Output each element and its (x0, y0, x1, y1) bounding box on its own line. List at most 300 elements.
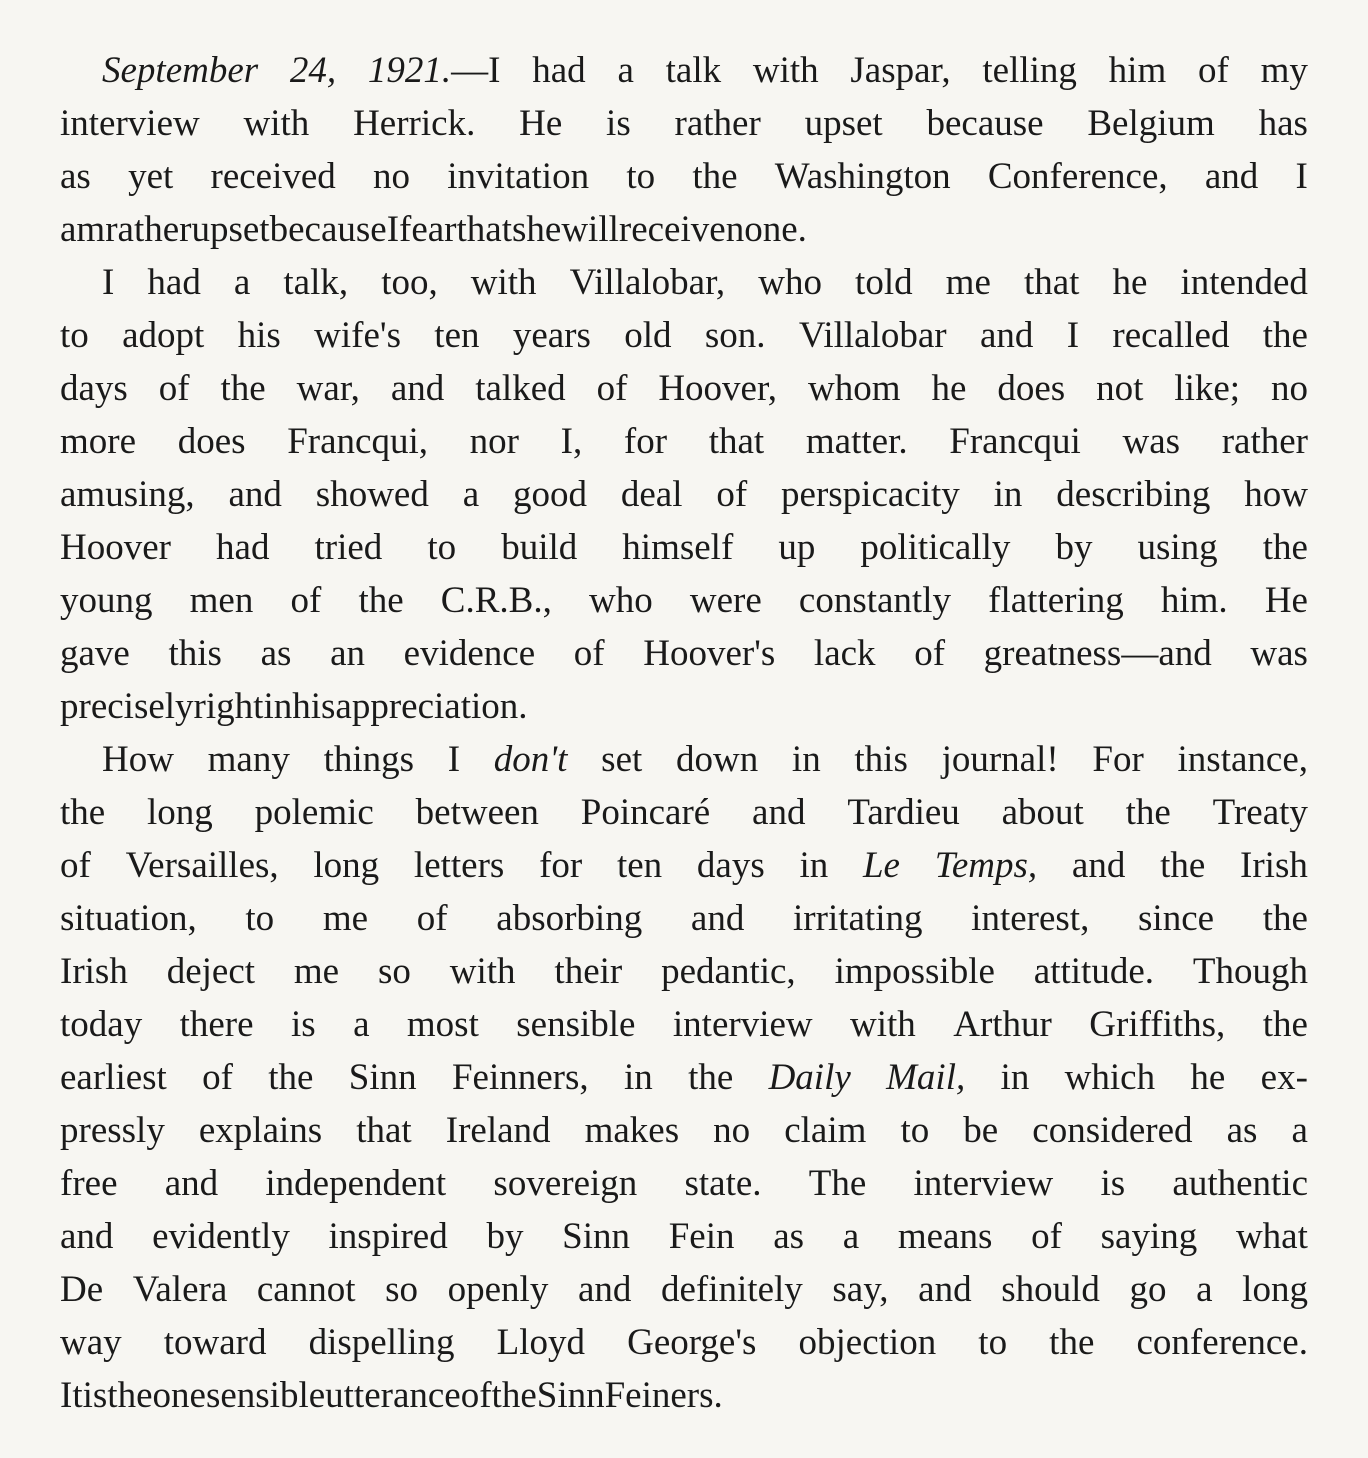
word: and (918, 1269, 972, 1310)
word: so (385, 1269, 419, 1310)
word: for (539, 845, 583, 886)
word: to (626, 156, 656, 197)
word: How (102, 739, 174, 780)
word: Francqui (949, 421, 1081, 462)
word: showed (315, 474, 429, 515)
word: interest, (971, 898, 1090, 939)
word: he (1190, 1057, 1226, 1098)
word: The (808, 1163, 867, 1204)
word: had (216, 527, 270, 568)
text-line (60, 786, 1308, 839)
word: way (60, 1322, 122, 1363)
word: Villalobar (798, 315, 947, 356)
word: journal! (941, 739, 1059, 780)
word: he (931, 368, 967, 409)
word: fear (399, 209, 457, 250)
word: using (1137, 527, 1218, 568)
word: receive (618, 209, 726, 250)
word: and (390, 368, 445, 409)
word: by (1055, 527, 1093, 568)
word: him. (1160, 580, 1228, 621)
word: definitely (660, 1269, 803, 1310)
word: dispelling (308, 1322, 455, 1363)
word: Le (862, 845, 900, 886)
word: his (237, 315, 281, 356)
word: the (1262, 315, 1308, 356)
word: sensible (516, 1004, 636, 1045)
word: interview (60, 103, 200, 144)
word: constantly (798, 580, 951, 621)
word: by (486, 1216, 524, 1257)
word: that (1023, 262, 1080, 303)
text-line (60, 1316, 1308, 1369)
word: Conference, (987, 156, 1168, 197)
word: toward (163, 1322, 267, 1363)
word: rather (105, 209, 192, 250)
word: gave (60, 633, 130, 674)
word: pressly (60, 1110, 165, 1151)
word: of (914, 633, 946, 674)
word: Fein (668, 1216, 735, 1257)
word: Villalobar, (569, 262, 726, 303)
word: of (460, 1375, 492, 1416)
word: most (406, 1004, 479, 1045)
word: of (716, 474, 748, 515)
word: so (377, 951, 411, 992)
word: openly (447, 1269, 549, 1310)
word: the (688, 1057, 734, 1098)
word: in (623, 1057, 653, 1098)
word: to (900, 1110, 930, 1151)
word: appreciation. (335, 686, 528, 727)
paragraph-2 (60, 256, 1308, 733)
word: men (189, 580, 254, 621)
word: as (60, 156, 91, 197)
word: whom (808, 368, 901, 409)
word: she (512, 209, 562, 250)
word: and (1204, 156, 1259, 197)
word: days (60, 368, 128, 409)
word: polemic (254, 792, 374, 833)
word: Lloyd (496, 1322, 586, 1363)
word: things (323, 739, 415, 780)
word: between (415, 792, 539, 833)
word: in (791, 739, 821, 780)
word: and (1071, 845, 1126, 886)
word: no (373, 156, 411, 197)
word: Feiners. (604, 1375, 723, 1416)
word: evidently (152, 1216, 290, 1257)
word: with (243, 103, 310, 144)
word: of (416, 898, 448, 939)
word: ex- (1260, 1057, 1308, 1098)
word: to (978, 1322, 1008, 1363)
word: ten (616, 845, 663, 886)
word: build (501, 527, 578, 568)
word: deject (166, 951, 256, 992)
word: George's (627, 1322, 757, 1363)
text-line (60, 44, 1308, 97)
word: because (926, 103, 1044, 144)
word: with (752, 50, 819, 91)
word: the (60, 792, 106, 833)
word: with (470, 262, 537, 303)
word: It (60, 1375, 83, 1416)
word: young (60, 580, 153, 621)
word: an (330, 633, 366, 674)
text-line (60, 362, 1308, 415)
paragraph-1 (60, 44, 1308, 256)
word: there (179, 1004, 254, 1045)
word: is (1100, 1163, 1126, 1204)
word: don't (493, 739, 568, 780)
word: old (624, 315, 672, 356)
word: Hoover's (643, 633, 776, 674)
word: down (675, 739, 759, 780)
word: the (268, 1057, 314, 1098)
text-line (60, 892, 1308, 945)
word: with (449, 951, 516, 992)
word: earliest (60, 1057, 167, 1098)
word: long (1242, 1269, 1308, 1310)
word: the (491, 1375, 537, 1416)
word: Valera (132, 1269, 228, 1310)
word: Versailles, (125, 845, 279, 886)
word: means (897, 1216, 993, 1257)
word: the (692, 156, 738, 197)
text-line (60, 309, 1308, 362)
word: one (152, 1375, 206, 1416)
text-line (60, 680, 1308, 733)
word: of (158, 368, 190, 409)
word: ten (434, 315, 480, 356)
word: a (617, 50, 634, 91)
word: situation, (60, 898, 197, 939)
word: who (588, 580, 653, 621)
text-line (60, 1263, 1308, 1316)
word: adopt (122, 315, 205, 356)
word: I, (560, 421, 583, 462)
word: in (1000, 1057, 1030, 1098)
word: me (293, 951, 340, 992)
word: Washington (774, 156, 951, 197)
word: the (358, 580, 404, 621)
word: for (623, 421, 668, 462)
word: and (228, 474, 282, 515)
text-line (60, 574, 1308, 627)
word: attitude. (1033, 951, 1154, 992)
word: none. (725, 209, 807, 250)
word: told (855, 262, 913, 303)
word: wife's (314, 315, 401, 356)
word: Ireland (445, 1110, 551, 1151)
word: Jaspar, (850, 50, 951, 91)
word: Daily (768, 1057, 851, 1098)
word: recalled (1112, 315, 1230, 356)
word: this (854, 739, 908, 780)
word: up (778, 527, 816, 568)
word: of (1031, 1216, 1062, 1257)
word: Mail, (886, 1057, 966, 1098)
word: impossible (834, 951, 995, 992)
text-line (60, 1051, 1308, 1104)
word: rather (674, 103, 761, 144)
word: Treaty (1212, 792, 1308, 833)
word: Poincaré (580, 792, 711, 833)
word: the (1262, 527, 1308, 568)
word: his (292, 686, 336, 727)
word: no (1271, 368, 1308, 409)
text-line (60, 945, 1308, 998)
word: go (1129, 1269, 1167, 1310)
word: was (1122, 421, 1181, 462)
word: to (427, 527, 457, 568)
word: objection (798, 1322, 937, 1363)
word: as (773, 1216, 805, 1257)
word: cannot (256, 1269, 356, 1310)
word: precisely (60, 686, 194, 727)
word: the (1049, 1322, 1095, 1363)
word: intended (1180, 262, 1308, 303)
word: absorbing (496, 898, 643, 939)
word: Hoover, (658, 368, 778, 409)
word: telling (982, 50, 1077, 91)
word: sensible (205, 1375, 326, 1416)
word: I (102, 262, 115, 303)
text-line (60, 1104, 1308, 1157)
word: a (1196, 1269, 1213, 1310)
word: rather (1221, 421, 1308, 462)
word: more (60, 421, 137, 462)
text-line (60, 415, 1308, 468)
word: will (561, 209, 619, 250)
text-line (60, 839, 1308, 892)
word: Belgium (1087, 103, 1215, 144)
word: He (1264, 580, 1308, 621)
word: himself (622, 527, 734, 568)
word: a (353, 1004, 370, 1045)
word: conference. (1136, 1322, 1308, 1363)
text-line (60, 1157, 1308, 1210)
word: years (512, 315, 591, 356)
word: since (1138, 898, 1215, 939)
word: as (260, 633, 292, 674)
word: greatness—and (983, 633, 1212, 674)
word: about (1001, 792, 1084, 833)
word: he (1112, 262, 1148, 303)
word: free (60, 1163, 118, 1204)
word: sovereign (493, 1163, 638, 1204)
word: makes (584, 1110, 680, 1151)
word: Sinn (562, 1216, 630, 1257)
word: Francqui, (287, 421, 428, 462)
word: the (1125, 792, 1171, 833)
word: me (945, 262, 991, 303)
word: be (963, 1110, 999, 1151)
word: a (462, 474, 480, 515)
word: too, (381, 262, 438, 303)
word: matter. (805, 421, 908, 462)
word: Tardieu (847, 792, 960, 833)
word: son. (704, 315, 766, 356)
word: the (220, 368, 266, 409)
word: Irish (1240, 845, 1308, 886)
word: had (147, 262, 201, 303)
word: Sinn (536, 1375, 605, 1416)
word: upset (804, 103, 883, 144)
text-line (60, 1369, 1308, 1422)
word: received (210, 156, 336, 197)
word: that (456, 209, 512, 250)
word: interview (913, 1163, 1054, 1204)
word: has (1258, 103, 1308, 144)
word: is (82, 1375, 108, 1416)
word: Griffiths, (1089, 1004, 1226, 1045)
word: saying (1100, 1216, 1198, 1257)
word: interview (672, 1004, 813, 1045)
word: flattering (988, 580, 1124, 621)
word: the (107, 1375, 153, 1416)
word: to (245, 898, 275, 939)
word: not (1096, 368, 1144, 409)
word: had (532, 50, 586, 91)
word: what (1235, 1216, 1308, 1257)
word: Though (1192, 951, 1308, 992)
word: because (269, 209, 387, 250)
word: am (60, 209, 106, 250)
word: deal (620, 474, 683, 515)
word: a (233, 262, 251, 303)
word: in (993, 474, 1023, 515)
word: He (519, 103, 563, 144)
word: in (263, 686, 293, 727)
word: were (689, 580, 762, 621)
word: Hoover (60, 527, 171, 568)
word: yet (128, 156, 174, 197)
word: I (386, 209, 400, 250)
word: many (207, 739, 290, 780)
text-line (60, 468, 1308, 521)
word: independent (265, 1163, 447, 1204)
word: to (60, 315, 89, 356)
word: authentic (1172, 1163, 1308, 1204)
word: no (713, 1110, 751, 1151)
word: pedantic, (661, 951, 796, 992)
word: me (322, 898, 369, 939)
word: 24, (289, 50, 337, 91)
word: considered (1032, 1110, 1193, 1151)
word: invitation (447, 156, 590, 197)
word: Arthur (953, 1004, 1052, 1045)
text-line (60, 97, 1308, 150)
word: war, (296, 368, 360, 409)
word: this (168, 633, 222, 674)
word: with (850, 1004, 916, 1045)
word: letters (413, 845, 505, 886)
word: of (573, 633, 605, 674)
word: long (147, 792, 213, 833)
word: my (1260, 50, 1308, 91)
word: of (202, 1057, 233, 1098)
word: set (601, 739, 643, 780)
word: 1921.—I (367, 50, 501, 91)
word: days (696, 845, 765, 886)
word: Feinners, (451, 1057, 589, 1098)
word: De (60, 1269, 104, 1310)
word: that (356, 1110, 412, 1151)
text-line (60, 203, 1308, 256)
word: lack (813, 633, 876, 674)
text-line (60, 627, 1308, 680)
word: Temps, (934, 845, 1038, 886)
paragraph-3 (60, 733, 1308, 1422)
word: Irish (60, 951, 128, 992)
word: amusing, (60, 474, 195, 515)
word: irritating (793, 898, 923, 939)
word: September (102, 50, 259, 91)
word: is (290, 1004, 316, 1045)
word: and (752, 792, 806, 833)
word: describing (1056, 474, 1211, 515)
word: instance, (1177, 739, 1308, 780)
word: him (1108, 50, 1167, 91)
word: say, (832, 1269, 889, 1310)
text-line (60, 1210, 1308, 1263)
word: For (1092, 739, 1144, 780)
word: does (997, 368, 1066, 409)
text-line (60, 150, 1308, 203)
word: talk (665, 50, 722, 91)
word: I (1295, 156, 1308, 197)
word: of (290, 580, 322, 621)
word: and (979, 315, 1034, 356)
word: nor (469, 421, 519, 462)
word: C.R.B., (440, 580, 552, 621)
word: who (758, 262, 822, 303)
word: evidence (403, 633, 536, 674)
word: inspired (328, 1216, 448, 1257)
word: I (1066, 315, 1080, 356)
word: in (799, 845, 829, 886)
word: politically (860, 527, 1011, 568)
word: is (606, 103, 631, 144)
word: Herrick. (353, 103, 476, 144)
word: as (1226, 1110, 1258, 1151)
word: claim (784, 1110, 867, 1151)
word: that (708, 421, 765, 462)
journal-entry (60, 44, 1308, 1422)
word: upset (191, 209, 270, 250)
word: today (60, 1004, 143, 1045)
word: the (1262, 898, 1308, 939)
word: the (1262, 1004, 1308, 1045)
text-line (60, 733, 1308, 786)
word: I (447, 739, 461, 780)
word: good (513, 474, 587, 515)
word: of (1197, 50, 1229, 91)
word: tried (314, 527, 383, 568)
word: was (1250, 633, 1308, 674)
word: the (1160, 845, 1206, 886)
word: their (554, 951, 623, 992)
word: like; (1174, 368, 1241, 409)
word: of (60, 845, 91, 886)
word: should (1001, 1269, 1100, 1310)
word: talked (475, 368, 566, 409)
word: and (577, 1269, 632, 1310)
word: talk, (283, 262, 349, 303)
word: a (842, 1216, 860, 1257)
